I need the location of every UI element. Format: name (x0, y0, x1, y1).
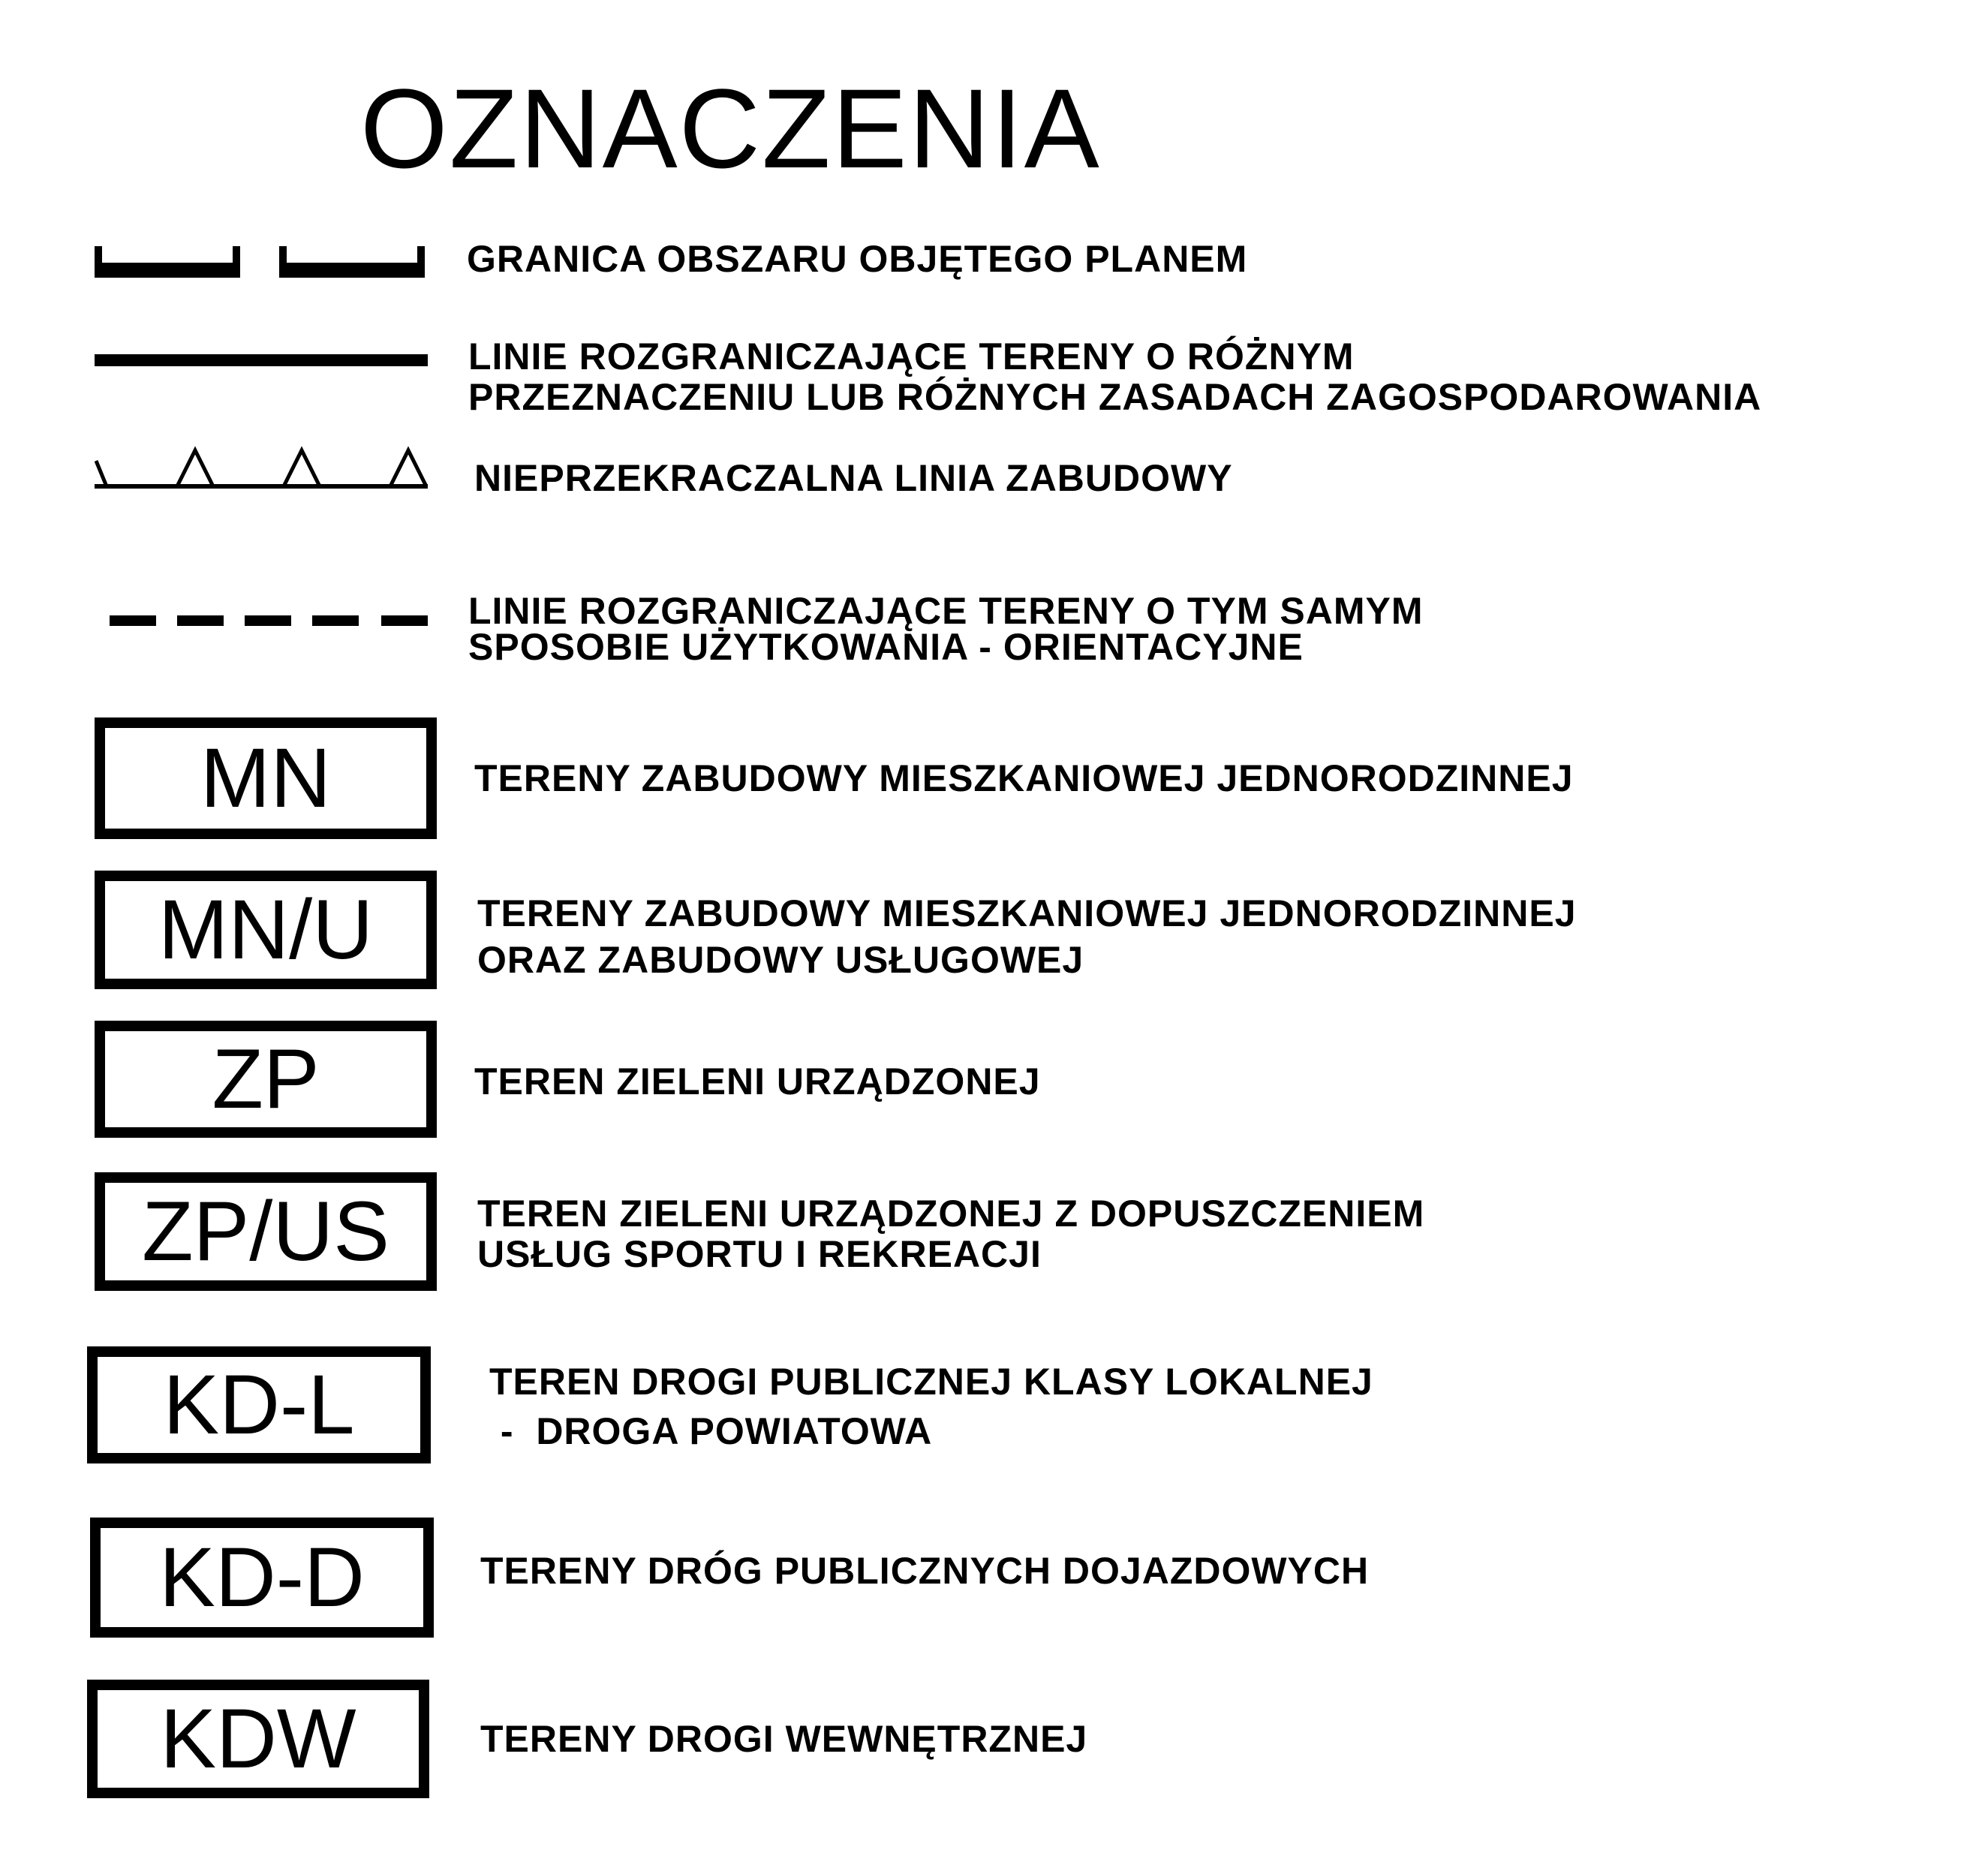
description-line: LINIE ROZGRANICZAJĄCE TERENY O TYM SAMYM (468, 590, 1424, 632)
description-line: GRANICA OBSZARU OBJĘTEGO PLANEM (467, 238, 1248, 280)
description-line: LINIE ROZGRANICZAJĄCE TERENY O RÓŻNYM (468, 335, 1355, 378)
zone-code: ZP/US (142, 1184, 389, 1278)
description-line: - DROGA POWIATOWA (489, 1410, 933, 1452)
description-line: SPOSOBIE UŻYTKOWANIA - ORIENTACYJNE (468, 626, 1304, 668)
zone-code-box (90, 1518, 434, 1638)
description-line: ORAZ ZABUDOWY USŁUGOWEJ (477, 939, 1084, 981)
legend-description (480, 1719, 1087, 1759)
zone-code: KDW (160, 1692, 356, 1785)
legend-description (467, 239, 1247, 279)
dashed-line-symbol (110, 614, 428, 629)
zone-code-box (95, 1172, 437, 1291)
legend-description (468, 590, 1424, 668)
description-line: TEREN ZIELENI URZĄDZONEJ (474, 1060, 1041, 1102)
description-line: TERENY ZABUDOWY MIESZKANIOWEJ JEDNORODZINNEJ (477, 892, 1577, 934)
legend-description (474, 458, 1233, 498)
description-line: TEREN DROGI PUBLICZNEJ KLASY LOKALNEJ (489, 1361, 1373, 1403)
zone-code-box (95, 871, 437, 989)
zone-code: MN (200, 731, 332, 825)
description-line: USŁUG SPORTU I REKREACJI (477, 1233, 1042, 1275)
legend-description (468, 336, 1761, 417)
zone-code: KD-D (159, 1530, 365, 1624)
description-line: TEREN ZIELENI URZĄDZONEJ Z DOPUSZCZENIEM (477, 1193, 1425, 1235)
description-line: TERENY DRÓG PUBLICZNYCH DOJAZDOWYCH (480, 1550, 1370, 1592)
building-line-symbol (95, 444, 428, 491)
legend-description (480, 1551, 1369, 1591)
legend-description (477, 1193, 1424, 1274)
legend-description (489, 1357, 1373, 1456)
legend-title: OZNACZENIA (360, 65, 1101, 191)
plan-boundary-symbol (95, 242, 425, 287)
zone-code-box (95, 1021, 437, 1138)
description-line: PRZEZNACZENIU LUB RÓŻNYCH ZASADACH ZAGOSPODAROWANIA (468, 376, 1762, 418)
description-line: NIEPRZEKRACZALNA LINIA ZABUDOWY (474, 457, 1233, 499)
zone-code: ZP (212, 1032, 320, 1126)
zone-code: MN/U (158, 883, 374, 976)
description-line: TERENY DROGI WEWNĘTRZNEJ (480, 1718, 1088, 1760)
solid-line-symbol (95, 353, 428, 368)
zone-code-box (87, 1346, 431, 1463)
legend-description (474, 758, 1574, 799)
description-line: TERENY ZABUDOWY MIESZKANIOWEJ JEDNORODZINNEJ (474, 757, 1574, 799)
legend-description (477, 890, 1577, 983)
legend-description (474, 1061, 1041, 1102)
zone-code: KD-L (163, 1358, 355, 1451)
zone-code-box (87, 1680, 429, 1798)
zone-code-box (95, 717, 437, 839)
